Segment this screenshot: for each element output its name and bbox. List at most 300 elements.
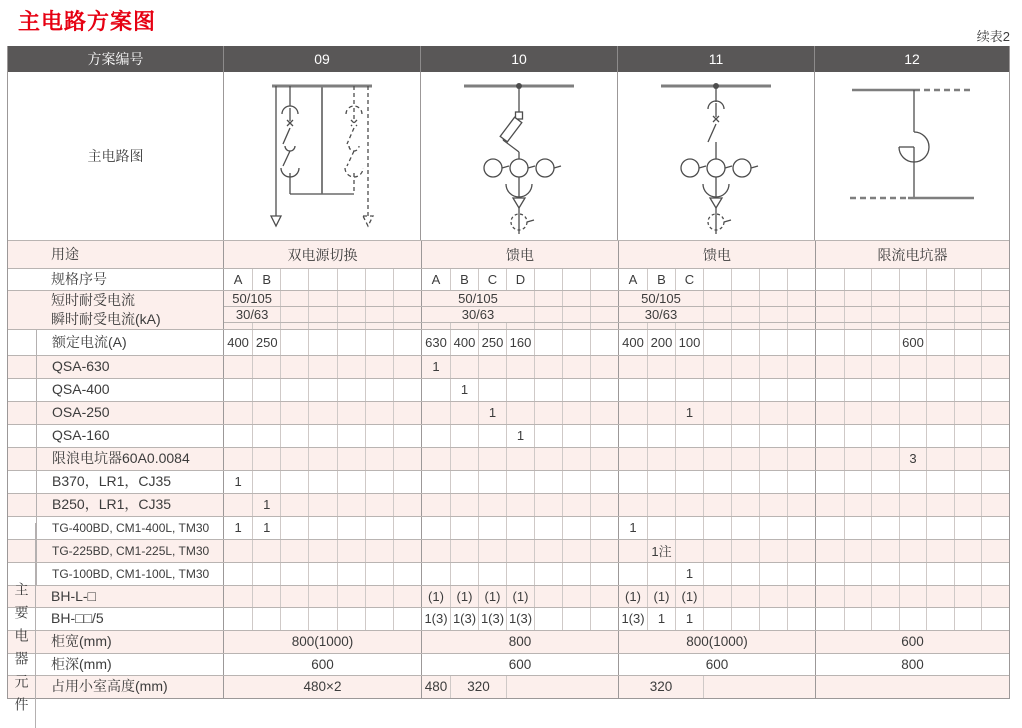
scheme-col-10 (421, 356, 618, 378)
row-rated-current (8, 329, 1009, 355)
value-cell: 30/63 (644, 307, 678, 322)
subrow (224, 608, 1009, 630)
empty-cell (337, 448, 365, 470)
empty-cell (534, 608, 562, 630)
empty-cell (816, 425, 844, 447)
scheme-col-10 (421, 291, 618, 306)
value-cell: 1 (252, 494, 280, 516)
empty-cell (619, 471, 647, 493)
empty-cell (759, 379, 787, 401)
empty-cell (759, 608, 787, 630)
empty-cell (871, 425, 899, 447)
empty-cell (224, 356, 252, 378)
empty-cell (647, 402, 675, 424)
empty-cell (731, 269, 759, 290)
subrow (224, 322, 1009, 329)
empty-cell (224, 379, 252, 401)
empty-cell (534, 379, 562, 401)
scheme-table (7, 46, 1010, 720)
value-cell: 320 (450, 676, 506, 698)
empty-cell (393, 330, 421, 355)
empty-cell (675, 494, 703, 516)
scheme-col-10 (421, 379, 618, 401)
empty-cell (393, 402, 421, 424)
empty-cell (478, 540, 506, 562)
empty-cell (816, 676, 1009, 698)
empty-cell (590, 448, 618, 470)
value-cell: B (450, 269, 478, 290)
subrow (224, 654, 1009, 675)
empty-cell (871, 540, 899, 562)
empty-cell (224, 586, 252, 607)
empty-cell (393, 517, 421, 539)
empty-cell (703, 471, 731, 493)
row-tg-400 (8, 516, 1009, 539)
empty-cell (926, 448, 954, 470)
empty-cell (280, 330, 308, 355)
empty-cell (787, 379, 815, 401)
empty-cell (899, 291, 927, 306)
value-cell: 双电源切换 (287, 246, 358, 263)
empty-cell (981, 494, 1009, 516)
scheme-col-12 (815, 563, 1009, 585)
empty-cell (675, 323, 703, 329)
row-label: 限浪电坑器60A0.0084 (36, 448, 223, 470)
empty-cell (844, 425, 872, 447)
scheme-col-12 (815, 379, 1009, 401)
scheme-col-10 (421, 471, 618, 493)
empty-cell (619, 323, 647, 329)
empty-cell (844, 586, 872, 607)
empty-cell (926, 608, 954, 630)
scheme-col-10 (421, 269, 618, 290)
empty-cell (871, 448, 899, 470)
row-label: BH-□□/5 (51, 610, 104, 627)
scheme-col-12 (815, 540, 1009, 562)
empty-cell (954, 323, 982, 329)
row-label: QSA-160 (36, 425, 223, 447)
empty-cell (308, 448, 336, 470)
empty-cell (422, 494, 450, 516)
value-cell: 600 (508, 656, 532, 672)
value-cell: A (233, 272, 243, 287)
empty-cell (899, 608, 927, 630)
empty-cell (647, 563, 675, 585)
value-cell: 1 (675, 402, 703, 424)
row-values (223, 608, 1009, 630)
scheme-col-12 (815, 608, 1009, 630)
empty-cell (534, 563, 562, 585)
empty-cell (393, 540, 421, 562)
empty-cell (619, 379, 647, 401)
empty-cell (981, 307, 1009, 322)
empty-cell (534, 586, 562, 607)
empty-cell (899, 425, 927, 447)
empty-cell (422, 540, 450, 562)
scheme-col-09 (224, 379, 421, 401)
empty-cell (562, 330, 590, 355)
row-b250 (8, 493, 1009, 516)
empty-cell (308, 517, 336, 539)
circuit-diagram-09 (223, 72, 420, 240)
scheme-col-12 (815, 676, 1009, 698)
subrow (224, 494, 1009, 516)
scheme-col-12 (815, 517, 1009, 539)
empty-cell (619, 356, 647, 378)
value-cell: 1 (478, 402, 506, 424)
empty-cell (816, 356, 844, 378)
empty-cell (337, 330, 365, 355)
empty-cell (787, 402, 815, 424)
empty-cell (393, 471, 421, 493)
value-cell: 馈电 (703, 246, 731, 263)
empty-cell (450, 494, 478, 516)
scheme-col-11 (618, 330, 815, 355)
empty-cell (816, 330, 844, 355)
empty-cell (981, 425, 1009, 447)
value-cell: 3 (899, 448, 927, 470)
scheme-col-12 (815, 356, 1009, 378)
value-cell: 50/105 (458, 291, 498, 306)
value-cell: 1 (506, 425, 534, 447)
value-cell: (1) (675, 586, 703, 607)
empty-cell (647, 379, 675, 401)
row-label: 柜宽(mm) (51, 633, 112, 650)
subrow (224, 330, 1009, 355)
value-cell: 480 (424, 679, 448, 695)
empty-cell (562, 517, 590, 539)
row-values (223, 448, 1009, 470)
scheme-col-11 (618, 307, 815, 322)
row-bh-5 (8, 607, 1009, 630)
value-cell: 800 (508, 634, 532, 650)
empty-cell (422, 448, 450, 470)
row-qsa-400 (8, 378, 1009, 401)
empty-cell (787, 269, 815, 290)
scheme-col-09 (224, 402, 421, 424)
row-values (223, 379, 1009, 401)
empty-cell (926, 517, 954, 539)
empty-cell (844, 494, 872, 516)
scheme-col-09 (224, 323, 421, 329)
scheme-col-09 (224, 517, 421, 539)
empty-cell (759, 356, 787, 378)
empty-cell (280, 425, 308, 447)
empty-cell (981, 471, 1009, 493)
empty-cell (871, 356, 899, 378)
empty-cell (337, 425, 365, 447)
empty-cell (308, 330, 336, 355)
empty-cell (899, 379, 927, 401)
scheme-col-10 (421, 563, 618, 585)
value-cell: 800(1000) (686, 634, 748, 650)
empty-cell (954, 563, 982, 585)
empty-cell (590, 330, 618, 355)
empty-cell (816, 291, 844, 306)
empty-cell (703, 402, 731, 424)
row-label: 用途 (51, 246, 79, 263)
scheme-col-09 (224, 269, 421, 290)
row-osa-250 (8, 401, 1009, 424)
empty-cell (759, 517, 787, 539)
value-cell: 400 (227, 334, 249, 350)
empty-cell (619, 402, 647, 424)
empty-cell (422, 402, 450, 424)
empty-cell (844, 379, 872, 401)
value-cell: 600 (705, 656, 729, 672)
empty-cell (280, 586, 308, 607)
empty-cell (450, 540, 478, 562)
empty-cell (954, 586, 982, 607)
empty-cell (926, 269, 954, 290)
empty-cell (759, 307, 787, 322)
row-values (223, 494, 1009, 516)
empty-cell (393, 586, 421, 607)
row-values (223, 241, 1009, 268)
empty-cell (731, 471, 759, 493)
scheme-col-12 (815, 631, 1009, 653)
row-label: TG-100BD, CM1-100L, TM30 (36, 563, 223, 585)
empty-cell (647, 494, 675, 516)
empty-cell (590, 494, 618, 516)
empty-cell (252, 448, 280, 470)
value-cell: 320 (649, 679, 673, 695)
empty-cell (954, 608, 982, 630)
scheme-col-11 (618, 323, 815, 329)
empty-cell (478, 494, 506, 516)
empty-cell (224, 494, 252, 516)
empty-cell (590, 517, 618, 539)
empty-cell (844, 269, 872, 290)
empty-cell (308, 540, 336, 562)
empty-cell (759, 471, 787, 493)
header-scheme-number: 方案编号 (87, 51, 144, 67)
value-cell: (1) (450, 586, 478, 607)
empty-cell (954, 356, 982, 378)
empty-cell (954, 307, 982, 322)
empty-cell (506, 471, 534, 493)
empty-cell (981, 330, 1009, 355)
empty-cell (590, 563, 618, 585)
value-cell: 1 (675, 608, 703, 630)
empty-cell (308, 563, 336, 585)
value-cell: 1 (450, 379, 478, 401)
empty-cell (816, 517, 844, 539)
subrow (224, 586, 1009, 607)
empty-cell (422, 563, 450, 585)
empty-cell (871, 307, 899, 322)
empty-cell (816, 586, 844, 607)
value-cell: 1(3) (424, 611, 448, 627)
value-cell: D (506, 269, 534, 290)
subrow (224, 241, 1009, 268)
row-label: B250，LR1，CJ35 (36, 494, 223, 516)
value-cell: 1(3) (506, 608, 534, 630)
empty-cell (871, 291, 899, 306)
row-values (223, 356, 1009, 378)
row-values (223, 471, 1009, 493)
value-cell: 400 (450, 330, 478, 355)
empty-cell (844, 402, 872, 424)
empty-cell (252, 402, 280, 424)
row-values (223, 425, 1009, 447)
empty-cell (562, 494, 590, 516)
empty-cell (422, 471, 450, 493)
empty-cell (450, 517, 478, 539)
scheme-col-12 (815, 586, 1009, 607)
empty-cell (759, 494, 787, 516)
scheme-col-11 (618, 448, 815, 470)
scheme-col-09 (224, 330, 421, 355)
value-cell: 250 (252, 330, 280, 355)
value-cell: 250 (478, 330, 506, 355)
empty-cell (506, 379, 534, 401)
empty-cell (926, 471, 954, 493)
empty-cell (981, 291, 1009, 306)
empty-cell (926, 402, 954, 424)
empty-cell (675, 471, 703, 493)
empty-cell (759, 540, 787, 562)
empty-cell (844, 608, 872, 630)
empty-cell (562, 471, 590, 493)
empty-cell (759, 330, 787, 355)
scheme-col-10 (421, 448, 618, 470)
value-cell: 1(3) (478, 608, 506, 630)
row-usage (8, 240, 1009, 268)
empty-cell (703, 540, 731, 562)
empty-cell (759, 291, 787, 306)
header-scheme-09: 09 (223, 46, 420, 72)
value-cell: 100 (675, 330, 703, 355)
row-values (223, 563, 1009, 585)
scheme-col-12 (815, 654, 1009, 675)
empty-cell (731, 563, 759, 585)
row-label: BH-L-□ (51, 587, 97, 604)
empty-cell (308, 323, 336, 329)
empty-cell (280, 448, 308, 470)
empty-cell (534, 402, 562, 424)
scheme-col-09 (224, 586, 421, 607)
empty-cell (393, 425, 421, 447)
empty-cell (365, 425, 393, 447)
empty-cell (787, 517, 815, 539)
empty-cell (365, 608, 393, 630)
value-cell: (1) (625, 588, 641, 604)
empty-cell (703, 323, 731, 329)
scheme-col-10 (421, 241, 618, 268)
empty-cell (534, 471, 562, 493)
empty-cell (787, 494, 815, 516)
empty-cell (252, 540, 280, 562)
scheme-col-09 (224, 241, 421, 268)
row-label: 额定电流(A) (36, 330, 223, 355)
empty-cell (759, 425, 787, 447)
empty-cell (365, 402, 393, 424)
empty-cell (731, 323, 759, 329)
empty-cell (981, 402, 1009, 424)
empty-cell (703, 517, 731, 539)
empty-cell (871, 586, 899, 607)
empty-cell (647, 425, 675, 447)
value-cell: 1 (234, 520, 242, 536)
empty-cell (337, 356, 365, 378)
empty-cell (337, 586, 365, 607)
empty-cell (844, 540, 872, 562)
empty-cell (844, 517, 872, 539)
row-compartment-height (8, 675, 1009, 698)
empty-cell (224, 608, 252, 630)
empty-cell (871, 608, 899, 630)
value-cell: 30/63 (461, 307, 495, 322)
row-values (223, 586, 1009, 607)
empty-cell (816, 323, 844, 329)
empty-cell (787, 448, 815, 470)
scheme-col-12 (815, 291, 1009, 306)
empty-cell (981, 269, 1009, 290)
empty-cell (675, 356, 703, 378)
empty-cell (562, 448, 590, 470)
empty-cell (647, 471, 675, 493)
empty-cell (899, 323, 927, 329)
row-spec-no (8, 268, 1009, 290)
empty-cell (280, 356, 308, 378)
value-cell: 400 (622, 334, 644, 350)
row-label: OSA-250 (36, 402, 223, 424)
empty-cell (337, 291, 365, 306)
empty-cell (337, 494, 365, 516)
empty-cell (926, 586, 954, 607)
row-values (223, 402, 1009, 424)
empty-cell (224, 323, 252, 329)
empty-cell (280, 307, 308, 322)
empty-cell (308, 379, 336, 401)
empty-cell (590, 425, 618, 447)
scheme-col-11 (618, 471, 815, 493)
empty-cell (871, 330, 899, 355)
empty-cell (590, 323, 618, 329)
empty-cell (534, 323, 562, 329)
empty-cell (647, 323, 675, 329)
empty-cell (844, 448, 872, 470)
empty-cell (506, 494, 534, 516)
value-cell: 50/105 (641, 291, 681, 306)
subrow (224, 676, 1009, 698)
empty-cell (675, 517, 703, 539)
scheme-col-12 (815, 330, 1009, 355)
empty-cell (365, 323, 393, 329)
empty-cell (365, 330, 393, 355)
empty-cell (506, 517, 534, 539)
empty-cell (478, 471, 506, 493)
empty-cell (308, 586, 336, 607)
empty-cell (534, 291, 562, 306)
empty-cell (252, 379, 280, 401)
scheme-col-11 (618, 563, 815, 585)
scheme-col-10 (421, 307, 618, 322)
empty-cell (981, 608, 1009, 630)
empty-cell (703, 330, 731, 355)
subrow (224, 402, 1009, 424)
empty-cell (787, 425, 815, 447)
continuation-label: 续表2 (976, 29, 1010, 44)
empty-cell (731, 425, 759, 447)
value-cell: 1 (432, 359, 440, 375)
empty-cell (365, 471, 393, 493)
empty-cell (926, 563, 954, 585)
empty-cell (703, 586, 731, 607)
subrow (224, 269, 1009, 290)
empty-cell (365, 291, 393, 306)
